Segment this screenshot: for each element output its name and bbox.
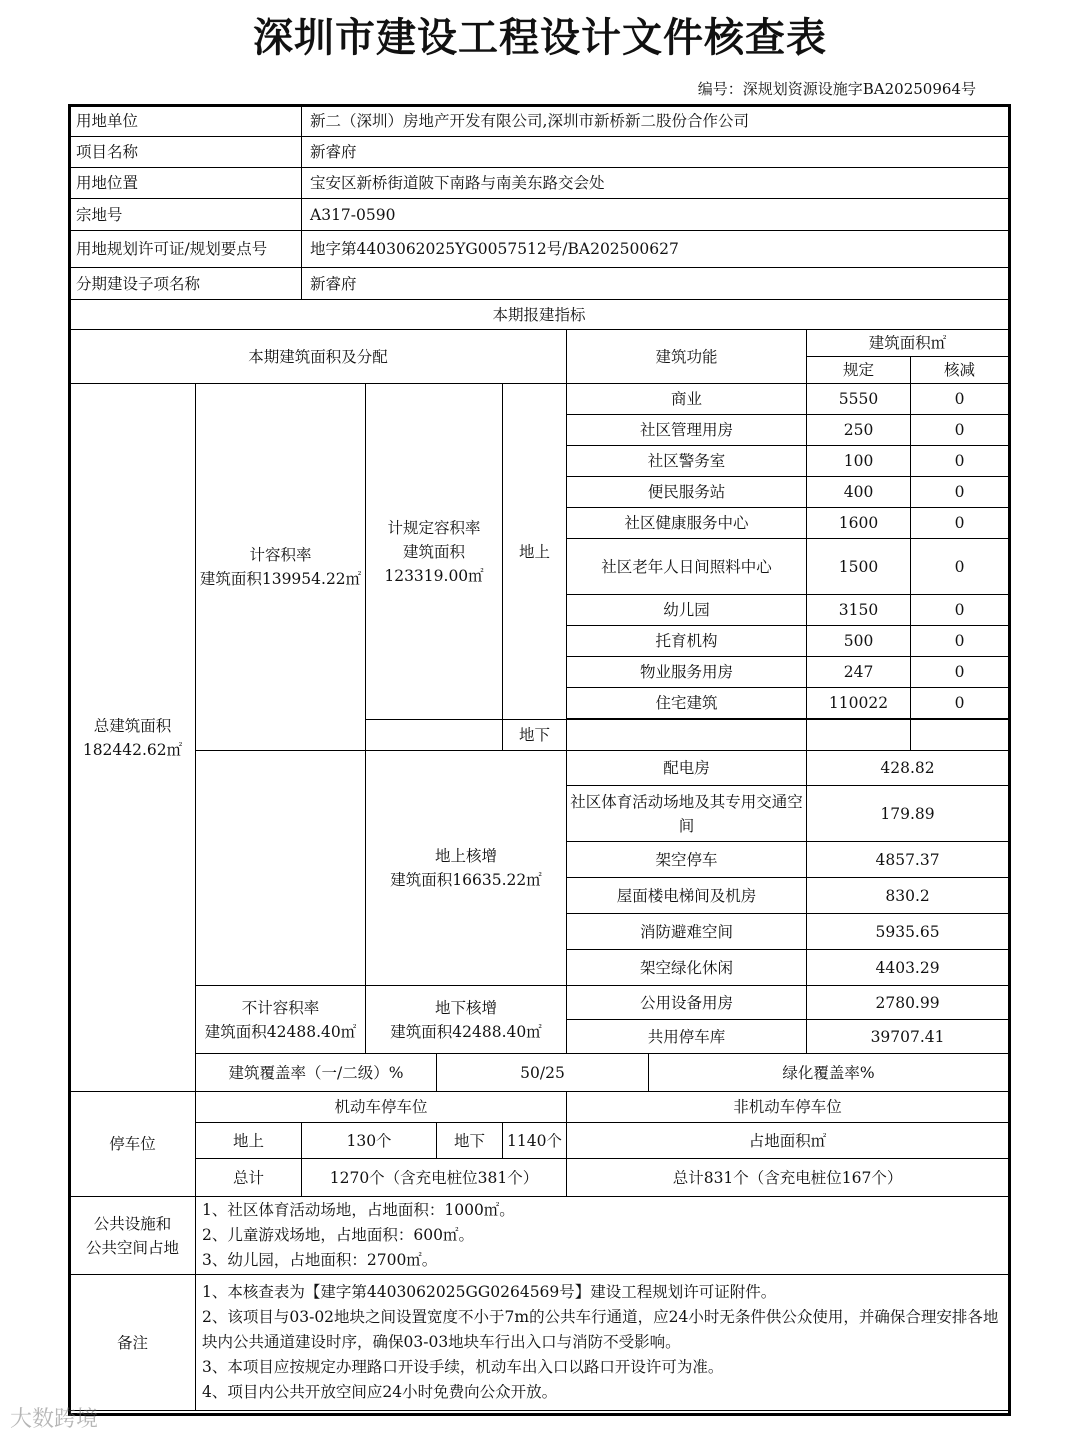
remarks-items (196, 1275, 1009, 1411)
non-motor-parking-header: 非机动车停车位 (567, 1092, 1009, 1123)
above-ground-label: 地上 (503, 384, 567, 720)
function-deducted: 0 (911, 657, 1009, 688)
plan-far-cell (366, 384, 503, 720)
info-value: 新睿府 (302, 268, 1009, 300)
info-value: 新睿府 (302, 137, 1009, 168)
function-deducted: 0 (911, 508, 1009, 539)
info-label: 用地位置 (70, 168, 302, 199)
function-regulated: 500 (807, 626, 911, 657)
info-row (70, 168, 1010, 199)
function-regulated: 1500 (807, 539, 911, 595)
info-value: 宝安区新桥街道陂下南路与南美东路交会处 (302, 168, 1009, 199)
far-area-label: 计容积率 (249, 546, 312, 564)
function-deducted: 0 (911, 626, 1009, 657)
function-name: 商业 (567, 384, 807, 415)
public-label (70, 1197, 196, 1275)
added-item-name: 配电房 (567, 751, 807, 786)
below-add-value: 建筑面积42488.40㎡ (390, 1022, 542, 1041)
info-row (70, 106, 1010, 137)
plan-far-value: 123319.00㎡ (384, 566, 484, 585)
section-title-row (70, 300, 1010, 330)
non-far-label: 不计容积率 (241, 998, 320, 1017)
sub-header-regulated: 规定 (807, 357, 911, 384)
remarks-label: 备注 (70, 1275, 196, 1411)
function-regulated: 110022 (807, 688, 911, 719)
alloc-header: 本期建筑面积及分配 (70, 330, 567, 384)
far-area-value: 建筑面积139954.22㎡ (199, 570, 362, 588)
added-row (70, 751, 1010, 786)
added-item-value: 2780.99 (807, 986, 1009, 1020)
function-name: 便民服务站 (567, 477, 807, 508)
info-label: 项目名称 (70, 137, 302, 168)
function-deducted: 0 (911, 384, 1009, 415)
public-item: 1、社区体育活动场地，占地面积：1000㎡。 (202, 1201, 515, 1219)
public-label-1: 公共设施和 (93, 1214, 172, 1233)
info-row (70, 199, 1010, 231)
parking-above-value: 130个 (302, 1123, 437, 1159)
parking-row (70, 1092, 1010, 1123)
function-name: 托育机构 (567, 626, 807, 657)
coverage-row (70, 1054, 1010, 1092)
added-item-value: 4857.37 (807, 842, 1009, 878)
public-item: 3、幼儿园，占地面积：2700㎡。 (202, 1251, 438, 1269)
added-item-value: 830.2 (807, 878, 1009, 914)
non-motor-total: 总计831个（含充电桩位167个） (567, 1159, 1009, 1197)
area-header: 建筑面积㎡ (807, 330, 1009, 357)
function-row (70, 384, 1010, 415)
function-regulated: 1600 (807, 508, 911, 539)
function-name: 社区管理用房 (567, 415, 807, 446)
function-deducted: 0 (911, 477, 1009, 508)
parking-label: 停车位 (70, 1092, 196, 1197)
added-item-value: 5935.65 (807, 914, 1009, 950)
parking-row (70, 1123, 1010, 1159)
info-row (70, 137, 1010, 168)
above-add-cell (366, 751, 567, 986)
public-items (196, 1197, 1009, 1275)
total-area-label: 总建筑面积 (93, 716, 172, 735)
non-motor-area-label: 占地面积㎡ (567, 1123, 1009, 1159)
info-label: 用地单位 (70, 106, 302, 137)
parking-total-value: 1270个（含充电桩位381个） (302, 1159, 567, 1197)
parking-row (70, 1159, 1010, 1197)
green-coverage-value (1009, 1054, 1010, 1092)
section-title: 本期报建指标 (70, 300, 1009, 330)
green-coverage-label: 绿化覆盖率% (649, 1054, 1009, 1092)
total-area-value: 182442.62㎡ (82, 740, 183, 759)
function-regulated: 400 (807, 477, 911, 508)
far-area-cell (196, 384, 366, 751)
info-label: 分期建设子项名称 (70, 268, 302, 300)
parking-total-label: 总计 (196, 1159, 302, 1197)
function-deducted: 0 (911, 415, 1009, 446)
plan-far-label: 计规定容积率 (387, 518, 481, 537)
function-name: 幼儿园 (567, 595, 807, 626)
non-far-value: 建筑面积42488.40㎡ (204, 1022, 357, 1041)
info-label: 宗地号 (70, 199, 302, 231)
remark-item: 4、项目内公共开放空间应24小时免费向公众开放。 (202, 1383, 558, 1401)
function-deducted: 0 (911, 446, 1009, 477)
below-add-cell (366, 986, 567, 1054)
function-name: 社区健康服务中心 (567, 508, 807, 539)
function-regulated: 250 (807, 415, 911, 446)
remark-item: 1、本核查表为【建字第4403062025GG0264569号】建设工程规划许可证附件。 (202, 1283, 777, 1301)
function-deducted: 0 (911, 539, 1009, 595)
info-value: 地字第4403062025YG0057512号/BA202500627 (302, 231, 1009, 268)
info-value: 新二（深圳）房地产开发有限公司,深圳市新桥新二股份合作公司 (302, 106, 1009, 137)
function-name: 社区警务室 (567, 446, 807, 477)
parking-below-value: 1140个 (503, 1123, 567, 1159)
below-add-label: 地下核增 (435, 998, 498, 1017)
added-item-name: 消防避难空间 (567, 914, 807, 950)
remark-item: 3、本项目应按规定办理路口开设手续，机动车出入口以路口开设许可为准。 (202, 1358, 724, 1376)
function-name: 物业服务用房 (567, 657, 807, 688)
document-number: 编号：深规划资源设施字BA20250964号 (697, 80, 976, 98)
sub-header-deducted: 核减 (911, 357, 1009, 384)
public-item: 2、儿童游戏场地，占地面积：600㎡。 (202, 1226, 474, 1244)
added-item-value: 4403.29 (807, 950, 1009, 986)
above-add-value: 建筑面积16635.22㎡ (390, 871, 542, 889)
added-item-value: 39707.41 (807, 1020, 1009, 1054)
parking-above-label: 地上 (196, 1123, 302, 1159)
non-far-cell (196, 986, 366, 1054)
added-item-name: 架空停车 (567, 842, 807, 878)
added-item-name: 公用设备用房 (567, 986, 807, 1020)
watermark: 大数跨境 (10, 1407, 99, 1432)
function-name: 住宅建筑 (567, 688, 807, 719)
info-row (70, 231, 1010, 268)
parking-below-label: 地下 (437, 1123, 503, 1159)
motor-parking-header: 机动车停车位 (196, 1092, 567, 1123)
plan-far-label-2: 建筑面积 (403, 542, 466, 561)
above-add-label: 地上核增 (435, 847, 498, 865)
page-title: 深圳市建设工程设计文件核查表 (253, 14, 827, 61)
function-regulated: 247 (807, 657, 911, 688)
function-deducted: 0 (911, 595, 1009, 626)
total-area-cell (70, 384, 196, 1092)
added-item-name: 社区体育活动场地及其专用交通空间 (567, 786, 807, 842)
added-item-name: 共用停车库 (567, 1020, 807, 1054)
public-row (70, 1197, 1010, 1275)
info-label: 用地规划许可证/规划要点号 (70, 231, 302, 268)
function-regulated: 5550 (807, 384, 911, 415)
below-ground-label: 地下 (503, 720, 567, 751)
added-row (70, 986, 1010, 1020)
public-label-2: 公共空间占地 (85, 1238, 179, 1257)
function-deducted: 0 (911, 688, 1009, 719)
remarks-row (70, 1275, 1010, 1411)
function-regulated: 100 (807, 446, 911, 477)
added-item-name: 架空绿化休闲 (567, 950, 807, 986)
function-header: 建筑功能 (567, 330, 807, 384)
added-item-value: 428.82 (807, 751, 1009, 786)
review-table (69, 105, 1010, 1411)
function-regulated: 3150 (807, 595, 911, 626)
added-item-name: 屋面楼电梯间及机房 (567, 878, 807, 914)
added-item-value: 179.89 (807, 786, 1009, 842)
info-value: A317-0590 (302, 199, 1009, 231)
coverage-value: 50/25 (437, 1054, 649, 1092)
info-row (70, 268, 1010, 300)
coverage-label: 建筑覆盖率（一/二级）% (196, 1054, 437, 1092)
remark-item: 2、该项目与03-02地块之间设置宽度不小于7m的公共车行通道，应24小时无条件供公众使用，并确保合理安排各地块内公共通道建设时序，确保03-03地块车行出入口与消防不受影响。 (202, 1308, 999, 1351)
function-name: 社区老年人日间照料中心 (567, 539, 807, 595)
